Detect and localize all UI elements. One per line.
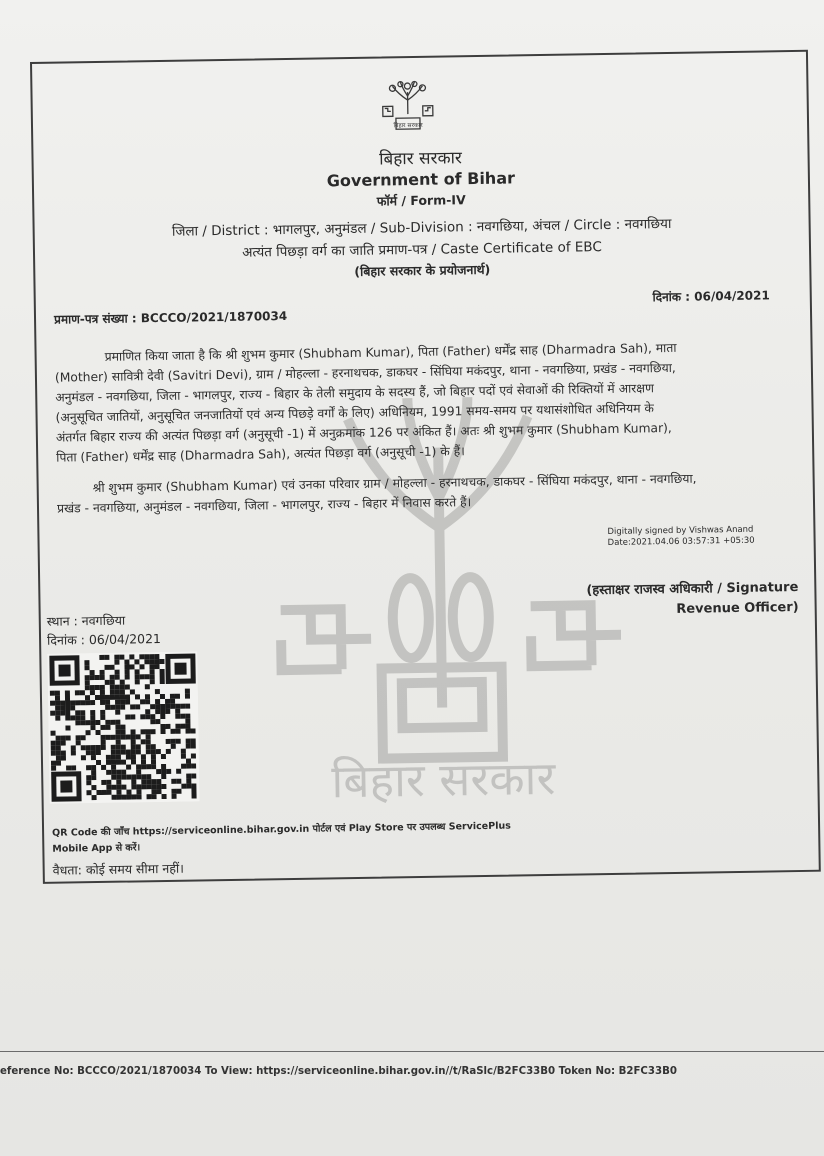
certificate-paragraph-2 — [57, 467, 794, 519]
gov-hindi-title: बिहार सरकार — [379, 148, 463, 170]
para1-line: (Mother) सावित्री देवी (Savitri Devi), ग्राम / मोहल्ला - हरनाथचक, डाकघर - सिंघिया मकंदपुर, थाना - नवगछिया, प्रखंड - नवगछिया, — [54, 360, 676, 385]
certificate-purpose: (बिहार सरकार के प्रयोजनार्थ) — [354, 261, 491, 279]
qr-verify-line1: QR Code की जाँच https://serviceonline.bihar.gov.in पोर्टल एवं Play Store पर उपलब्ध ServicePlus — [52, 820, 511, 839]
gov-english-title: Government of Bihar — [326, 168, 516, 191]
qr-code — [47, 651, 199, 803]
certificate-number-label: प्रमाण-पत्र संख्या : — [53, 311, 137, 327]
svg-text:बिहार सरकार: बिहार सरकार — [393, 121, 423, 130]
district-line: जिला / District : भागलपुर, अनुमंडल / Sub-Division : नवगछिया, अंचल / Circle : नवगछिया — [171, 215, 672, 240]
digital-signature — [607, 525, 754, 549]
certificate-number — [54, 307, 287, 328]
para2-line: प्रखंड - नवगछिया, अनुमंडल - नवगछिया, जिला - भागलपुर, राज्य - बिहार में निवास करते हैं। — [56, 495, 472, 516]
qr-verify-note — [52, 819, 511, 858]
qr-verify-line2: Mobile App से करें। — [52, 842, 141, 855]
certificate-title: अत्यंत पिछड़ा वर्ग का जाति प्रमाण-पत्र / Caste Certificate of EBC — [242, 239, 602, 261]
place: स्थान : नवगछिया — [46, 612, 126, 629]
issue-date-label: दिनांक : — [652, 289, 691, 305]
certificate-border — [30, 50, 821, 884]
footer-divider — [0, 1051, 824, 1052]
place-block — [47, 610, 161, 650]
issue-date — [652, 286, 769, 305]
para1-line: प्रमाणित किया जाता है कि श्री शुभम कुमार (Shubham Kumar), पिता (Father) धर्मेंद्र साह (Dharmadra Sah), माता — [104, 340, 677, 364]
para1-line: (अनुसूचित जातियों, अनुसूचित जनजातियों एवं अन्य पिछड़े वर्गों के लिए) अधिनियम, 1991 समय-समय पर यथासंशोधित अधिनियम के — [55, 401, 654, 425]
issue-date-value: 06/04/2021 — [694, 288, 770, 304]
validity-note: वैधता: कोई समय सीमा नहीं। — [52, 860, 185, 878]
certificate-number-value: BCCCO/2021/1870034 — [140, 308, 288, 326]
digital-signature-signer: Digitally signed by Vishwas Anand — [607, 524, 754, 537]
bihar-emblem-icon — [378, 80, 437, 137]
signature-label — [586, 578, 799, 621]
para1-line: पिता (Father) धर्मेंद्र साह (Dharmadra Sah), अत्यंत पिछड़ा वर्ग (अनुसूची -1) के हैं। — [56, 444, 465, 465]
digital-signature-date: Date:2021.04.06 03:57:31 +05:30 — [607, 535, 755, 548]
form-number: फॉर्म / Form-IV — [376, 192, 466, 209]
svg-text:बिहार सरकार: बिहार सरकार — [330, 750, 556, 809]
para1-line: अनुमंडल - नवगछिया, जिला - भागलपुर, राज्य - बिहार के तेली समुदाय के सदस्य हैं, जो बिहार पदों एवं सेवाओं की रिक्तियों में आरक्षण — [55, 381, 655, 405]
reference-footer: eference No: BCCCO/2021/1870034 To View: https://serviceonline.bihar.gov.in//t/RaSlc/B2FC33B0 Token No: B2FC33B0 — [0, 1066, 677, 1077]
signature-label-line1: (हस्ताक्षर राजस्व अधिकारी / Signature — [586, 579, 799, 599]
para1-line: अंतर्गत बिहार राज्य की अत्यंत पिछड़ा वर्ग (अनुसूची -1) में अनुक्रमांक 126 पर अंकित हैं। अतः श्री शुभम कुमार (Shubham Kumar), — [55, 420, 672, 445]
para2-line: श्री शुभम कुमार (Shubham Kumar) एवं उनका परिवार ग्राम / मोहल्ला - हरनाथचक, डाकघर - सिंघिया मकंदपुर, थाना - नवगछिया, — [92, 471, 697, 496]
place-date: दिनांक : 06/04/2021 — [46, 631, 162, 648]
certificate-paragraph-1 — [54, 336, 792, 468]
signature-label-line2: Revenue Officer) — [676, 599, 799, 617]
